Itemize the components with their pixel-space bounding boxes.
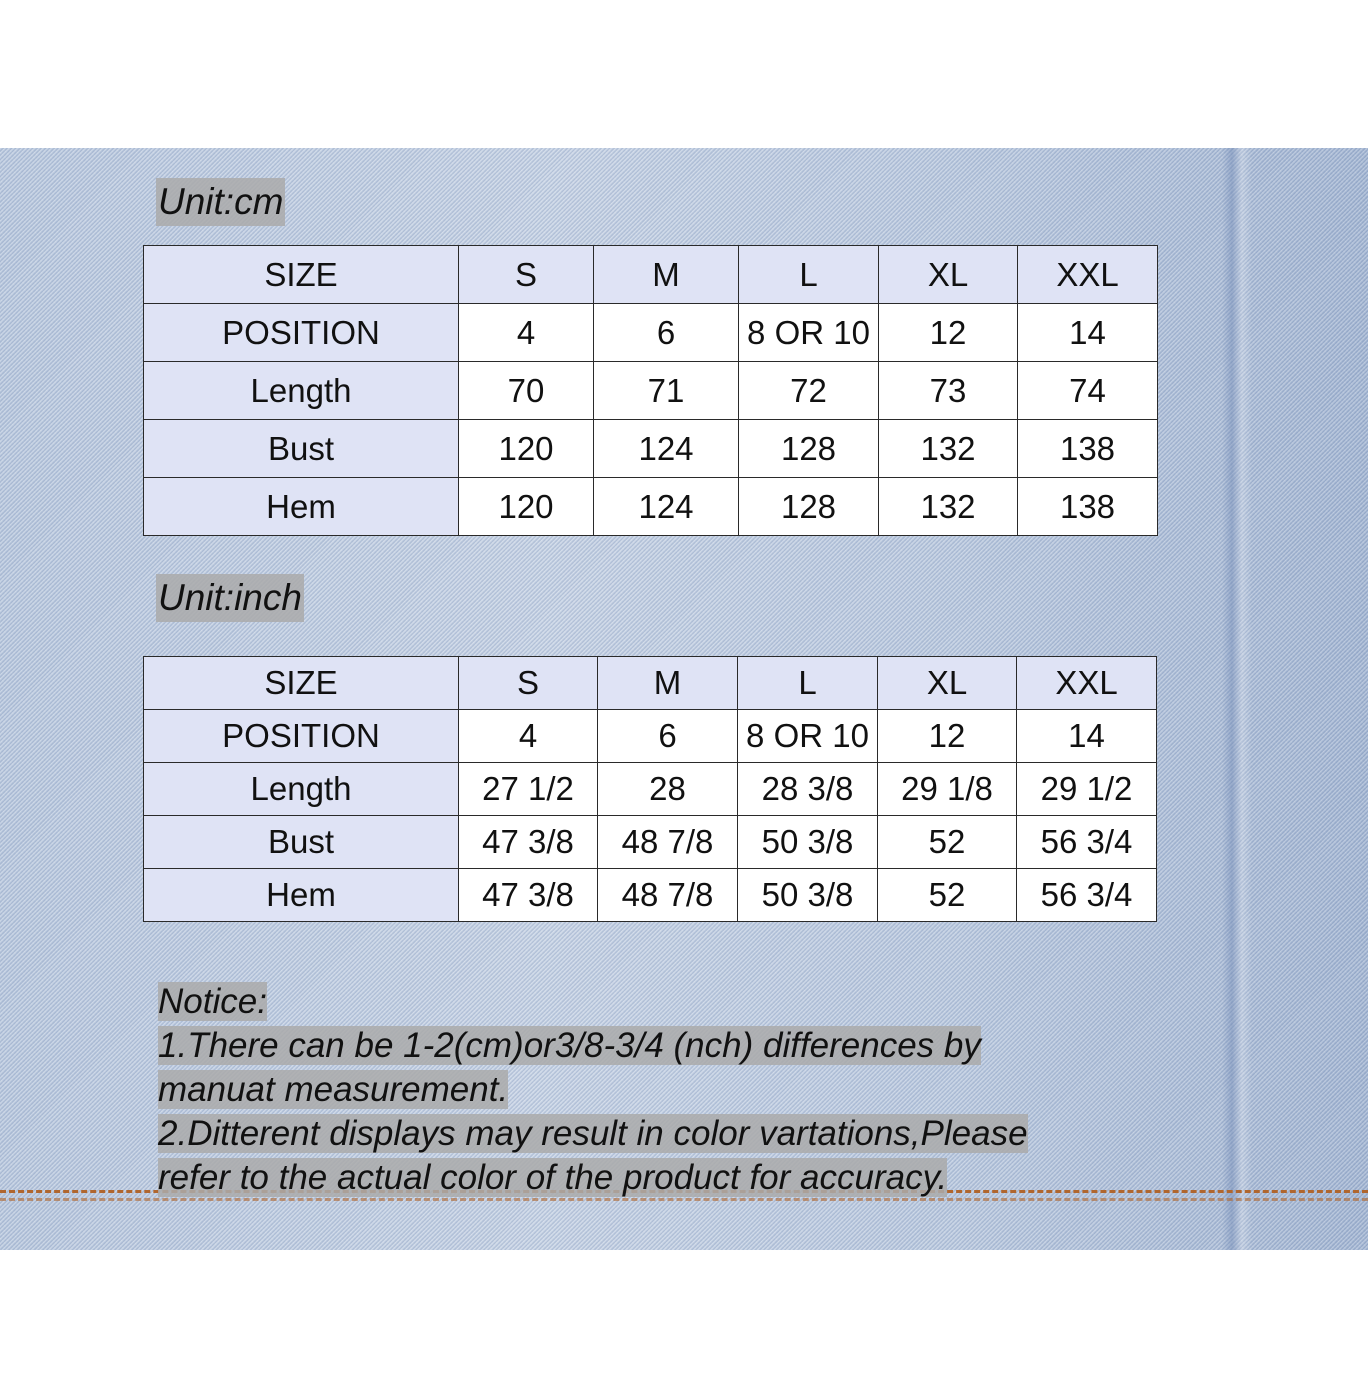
table-cell: 138 [1018, 420, 1158, 478]
table-cell: 120 [459, 478, 594, 536]
table-cell: 47 3/8 [459, 869, 598, 922]
table-cell: 71 [594, 362, 739, 420]
table-row [144, 816, 1157, 869]
header-cell: XXL [1017, 657, 1157, 710]
row-label: Length [144, 763, 459, 816]
table-header-row [144, 246, 1158, 304]
table-cell: 128 [739, 420, 879, 478]
table-cell: 138 [1018, 478, 1158, 536]
table-cell: 132 [879, 420, 1018, 478]
header-cell: S [459, 657, 598, 710]
table-cell: 70 [459, 362, 594, 420]
table-cell: 128 [739, 478, 879, 536]
inch-size-table [143, 656, 1157, 922]
table-cell: 50 3/8 [738, 816, 878, 869]
notice-block [158, 980, 1138, 1200]
header-cell: M [594, 246, 739, 304]
cm-size-table [143, 245, 1158, 536]
table-cell: 4 [459, 304, 594, 362]
notice-title: Notice: [158, 982, 267, 1021]
table-cell: 29 1/2 [1017, 763, 1157, 816]
table-cell: 27 1/2 [459, 763, 598, 816]
table-cell: 47 3/8 [459, 816, 598, 869]
row-label: POSITION [144, 304, 459, 362]
table-cell: 50 3/8 [738, 869, 878, 922]
table-cell: 72 [739, 362, 879, 420]
notice-line: refer to the actual color of the product for accuracy. [158, 1158, 948, 1197]
table-cell: 6 [594, 304, 739, 362]
table-cell: 73 [879, 362, 1018, 420]
table-cell: 124 [594, 478, 739, 536]
table-cell: 28 [598, 763, 738, 816]
header-cell: XL [879, 246, 1018, 304]
notice-line: 2.Ditterent displays may result in color vartations,Please [158, 1114, 1028, 1153]
table-cell: 124 [594, 420, 739, 478]
table-cell: 52 [878, 816, 1017, 869]
table-row [144, 304, 1158, 362]
header-cell: SIZE [144, 657, 459, 710]
table-row [144, 362, 1158, 420]
table-row [144, 763, 1157, 816]
inch-unit-label: Unit:inch [156, 574, 304, 622]
table-row [144, 420, 1158, 478]
table-cell: 52 [878, 869, 1017, 922]
row-label: Bust [144, 816, 459, 869]
header-cell: L [738, 657, 878, 710]
header-cell: L [739, 246, 879, 304]
table-cell: 28 3/8 [738, 763, 878, 816]
denim-seam [1222, 148, 1252, 1250]
row-label: Length [144, 362, 459, 420]
header-cell: M [598, 657, 738, 710]
row-label: POSITION [144, 710, 459, 763]
table-cell: 4 [459, 710, 598, 763]
header-cell: XL [878, 657, 1017, 710]
row-label: Bust [144, 420, 459, 478]
table-cell: 56 3/4 [1017, 869, 1157, 922]
table-cell: 12 [879, 304, 1018, 362]
table-cell: 74 [1018, 362, 1158, 420]
table-header-row [144, 657, 1157, 710]
table-cell: 14 [1018, 304, 1158, 362]
table-cell: 56 3/4 [1017, 816, 1157, 869]
header-cell: SIZE [144, 246, 459, 304]
table-cell: 12 [878, 710, 1017, 763]
table-cell: 14 [1017, 710, 1157, 763]
cm-unit-label: Unit:cm [156, 178, 285, 226]
row-label: Hem [144, 478, 459, 536]
table-cell: 6 [598, 710, 738, 763]
table-row [144, 710, 1157, 763]
table-cell: 120 [459, 420, 594, 478]
table-cell: 132 [879, 478, 1018, 536]
row-label: Hem [144, 869, 459, 922]
header-cell: S [459, 246, 594, 304]
table-cell: 8 OR 10 [739, 304, 879, 362]
table-row [144, 869, 1157, 922]
table-cell: 8 OR 10 [738, 710, 878, 763]
table-cell: 48 7/8 [598, 816, 738, 869]
header-cell: XXL [1018, 246, 1158, 304]
table-row [144, 478, 1158, 536]
table-cell: 29 1/8 [878, 763, 1017, 816]
table-cell: 48 7/8 [598, 869, 738, 922]
notice-line: 1.There can be 1-2(cm)or3/8-3/4 (nch) differences by [158, 1026, 981, 1065]
notice-line: manuat measurement. [158, 1070, 509, 1109]
